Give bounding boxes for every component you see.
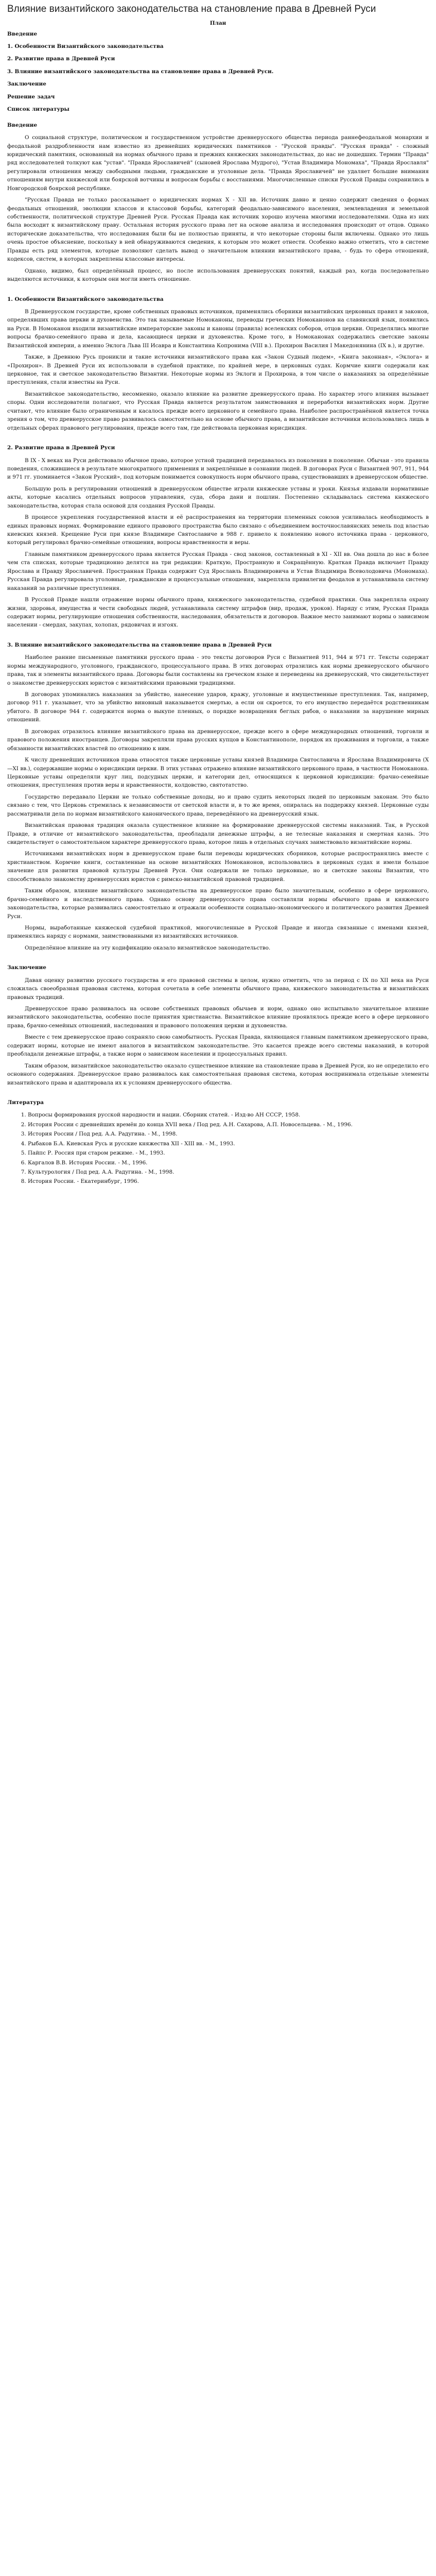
section-heading: 1. Особенности Византийского законодательства xyxy=(7,296,164,302)
section-heading: Литература xyxy=(7,1099,44,1106)
literature-item: 4. Рыбаков Б.А. Киевская Русь и русские княжества XII - XIII вв. - М., 1993. xyxy=(28,1140,429,1148)
paragraph: Византийская правовая традиция оказала существенное влияние на формирование древнерусской системы наказаний. Так, в Русской Правде, в отличие от византийского законодательства, преобладали денежные штрафы, а не телесные наказания и смертная казнь. Это свидетельствует о самостоятельном характере древнерусского права, которое лишь в отдельных случаях заимствовало византийские нормы. xyxy=(7,822,429,846)
paragraph: Византийское законодательство, несомненно, оказало влияние на развитие древнерусского права. Но характер этого влияния вызывает споры. Одни исследователи полагают, что Русская Правда является результатом заимствования и переработки византийских норм. Другие считают, что влияние было ограниченным и касалось прежде всего церковного и семейного права. Наиболее распространённой является точка зрения о том, что древнерусское право развивалось самостоятельно на основе обычного права, а византийские источники использовались лишь в отдельных сферах правового регулирования, прежде всего там, где действовала церковная юрисдикция. xyxy=(7,391,429,431)
paragraph: В договорах упоминались наказания за убийство, нанесение ударов, кражу, уголовные и имущественные преступления. Так, например, договор 911 г. указывает, что за убийство виновный наказывается смертью, а если он скроется, то его имущество передаётся родственникам убитого. В договоре 944 г. содержится норма о выкупе пленных, о порядке возвращения беглых рабов, о наказании за нарушение мирных отношений. xyxy=(7,691,429,723)
literature-item: 6. Каргалов В.В. История России. - М., 1996. xyxy=(28,1159,429,1167)
literature-item: 1. Вопросы формирования русской народности и нации. Сборник статей. - Изд-во АН СССР, 1958. xyxy=(28,1111,429,1119)
paragraph: Древнерусское право развивалось на основе собственных правовых обычаев и норм, однако оно испытывало значительное влияние византийского законодательства, особенно после принятия христианства. Византийское влияние проявлялось прежде всего в сфере церковного права, брачно-семейных отношений, наследования и правового положения церкви и духовенства. xyxy=(7,1006,429,1029)
paragraph: Большую роль в регулировании отношений в древнерусском обществе играли княжеские уставы и уроки. Князья издавали нормативные акты, которые касались отдельных вопросов управления, суда, сбора дани и пошлин. Постепенно складывалась система княжеского законодательства, которая стала основой для создания Русской Правды. xyxy=(7,485,429,509)
paragraph: Источниками византийских норм в древнерусском праве были переводы юридических сборников, которые распространялись вместе с христианством. Кормчие книги, составленные на основе византийских Номоканонов, использовались в церковных судах и имели большое значение для развития правовой культуры Древней Руси. Они содержали не только церковные, но и светские законы Византии, что способствовало знакомству древнерусских юристов с римско-византийской правовой традицией. xyxy=(7,851,429,883)
section-heading: Заключение xyxy=(7,964,46,971)
paragraph: В договорах отразилось влияние византийского права на древнерусское, прежде всего в сфере международных отношений, торговли и правового положения иностранцев. Договоры закрепляли права русских купцов в Константинополе, порядок их проживания и торговли, а также обязанности византийских властей по отношению к ним. xyxy=(7,728,429,752)
literature-item: 2. История России с древнейших времён до конца XVII века / Под ред. А.Н. Сахарова, А.П. Новосельцева. - М., 1996. xyxy=(28,1121,429,1129)
section-introduction xyxy=(7,121,429,284)
section-section-2 xyxy=(7,444,429,630)
toc-item-literature: Список литературы xyxy=(7,106,69,113)
page-title: Влияние византийского законодательства на становление права в Древней Руси xyxy=(7,4,376,14)
paragraph: Государство передавало Церкви не только собственные доходы, но и право судить некоторых людей по церковным законам. Это было связано с тем, что Церковь стремилась к независимости от светской власти и, в то же время, опиралась на поддержку князей. Церковные суды рассматривали дела по нормам византийского канонического права, переведённого на древнерусский язык. xyxy=(7,793,429,817)
toc-item-tasks: Решение задач xyxy=(7,93,55,100)
document-page xyxy=(0,0,436,1197)
paragraph: Нормы, выработанные княжеской судебной практикой, многочисленные в Русской Правде и иногда связанные с именами князей, применялись наряду с нормами, заимствованными из византийских источников. xyxy=(7,924,429,940)
paragraph: Также, в Древнюю Русь проникли и такие источники византийского права как «Закон Судный людем», «Книга законная», «Эклога» и «Прохирон». В Древней Руси их использовали в судебной практике, по крайней мере, в церковных судах. Кормчие книги содержали как церковное, так и светское законодательство Византии. Некоторые нормы из Эклоги и Прохирона, в том числе о наказаниях за определённые преступления, стали известны на Руси. xyxy=(7,354,429,386)
literature-item: 8. История России. - Екатеринбург, 1996. xyxy=(28,1177,429,1185)
toc-item-section-2: 2. Развитие права в Древней Руси xyxy=(7,56,115,62)
toc-item-introduction: Введение xyxy=(7,30,38,37)
plan-heading: План xyxy=(210,20,226,27)
paragraph: К числу древнейших источников права относятся также церковные уставы князей Владимира Святославича и Ярослава Владимировича (X—XI вв.), содержавшие нормы о юрисдикции церкви. В этих уставах отражено влияние византийского церковного права, в частности Номоканона. Церковные уставы определяли круг лиц, подсудных церкви, и категории дел, относящихся к церковной юрисдикции: брачно-семейные отношения, преступления против веры и нравственности, колдовство, святотатство. xyxy=(7,757,429,789)
paragraph: Наиболее ранние письменные памятники русского права - это тексты договоров Руси с Византией 911, 944 и 971 гг. Тексты содержат нормы международного, уголовного, гражданского, процессуального права. В этих договорах отразились как нормы древнерусского обычного права, так и элементы византийского права. Договоры были составлены на греческом языке и переведены на древнерусский, что свидетельствует о знакомстве древнерусских юристов с византийскими правовыми традициями. xyxy=(7,654,429,686)
section-section-3 xyxy=(7,641,429,952)
paragraph: Определённое влияние на эту кодификацию оказало византийское законодательство. xyxy=(25,944,271,951)
literature-item: 7. Культурология / Под ред. А.А. Радугина. - М., 1998. xyxy=(28,1168,429,1176)
toc-item-conclusion: Заключение xyxy=(7,81,46,88)
section-section-1 xyxy=(7,295,429,433)
literature-item: 3. История России / Под ред. А.А. Радугина. - М., 1998. xyxy=(28,1130,429,1138)
paragraph: О социальной структуре, политическом и государственном устройстве древнерусского общества периода раннефеодальной монархии и феодальной раздробленности нам известно из древнейших юридических памятников - "Русской правды". "Русская правда" - сложный юридический памятник, основанный на нормах обычного права и прежних княжеских законодательствах, до нас не дошедших. Термин "Правда" ряд исследователей толкуют как "устав". "Правда Ярославичей" (сыновей Ярослава Мудрого), "Устав Владимира Мономаха", "Правда Ярославля" регулировали отношения между свободными людьми, гражданские и уголовные дела. "Правда Ярославичей" не удаляет большие внимания отношениям внутри княжеской или боярской вотчины и вопросам борьбы с восстаниями. Многочисленные списки Русской Правды сохранились в Новгородской боярской республике. xyxy=(7,134,429,192)
paragraph: Таким образом, влияние византийского законодательства на древнерусское право было значительным, особенно в сфере церковного, брачно-семейного и наследственного права. Однако основу древнерусского права составляли нормы обычного права и княжеского законодательства, которые развивались самостоятельно и отражали особенности социально-экономического и политического развития Древней Руси. xyxy=(7,888,429,920)
paragraph: Вместе с тем древнерусское право сохраняло свою самобытность. Русская Правда, являющаяся главным памятником древнерусского права, содержит нормы, которые не имеют аналогов в византийском законодательстве. Это касается прежде всего системы наказаний, в которой преобладали денежные штрафы, а также норм о зависимом населении и процессуальных правил. xyxy=(7,1034,429,1058)
section-heading: Введение xyxy=(7,122,38,128)
paragraph: В Русской Правде нашли отражение нормы обычного права, княжеского законодательства, судебной практики. Она закрепляла охрану жизни, здоровья, имущества и чести свободных людей, устанавливала систему штрафов (вир, продаж, уроков). Наряду с этим, Русская Правда содержит нормы, регулирующие отношения собственности, наследования, обязательств и договоров. Важное место занимают нормы о зависимом населении - смердах, закупах, холопах, рядовичах и изгоях. xyxy=(7,597,429,629)
paragraph: Главным памятником древнерусского права является Русская Правда - свод законов, составленный в XI - XII вв. Она дошла до нас в более чем ста списках, которые традиционно делятся на три редакции: Краткую, Пространную и Сокращённую. Краткая Правда включает Правду Ярослава и Правду Ярославичей. Пространная Правда содержит Суд Ярославль Владимировича и Устав Владимира Всеволодовича (Мономаха). Русская Правда регулировала уголовные, гражданские и процессуальные отношения, закрепляла привилегии феодалов и устанавливала систему наказаний за различные преступления. xyxy=(7,551,429,591)
literature-item: 5. Пайпс Р. Россия при старом режиме. - М., 1993. xyxy=(28,1149,429,1157)
document-body xyxy=(7,121,429,1186)
section-heading: 2. Развитие права в Древней Руси xyxy=(7,445,115,451)
section-heading: 3. Влияние византийского законодательства на становление права в Древней Руси xyxy=(7,641,272,648)
paragraph: Давая оценку развитию русского государства и его правовой системы в целом, нужно отметить, что за период с IX по XII века на Руси сложилась своеобразная правовая система, которая сочетала в себе элементы обычного права, княжеского законодательства и византийских правовых традиций. xyxy=(7,977,429,1001)
section-conclusion xyxy=(7,963,429,1087)
toc-item-section-3: 3. Влияние византийского законодательства на становление права в Древней Руси. xyxy=(7,68,274,75)
paragraph: Однако, видимо, был определённый процесс, но после использования древнерусских понятий, каждый раз, когда последовательно выделяются источники, к которым они могли иметь отношение. xyxy=(7,267,429,283)
paragraph: "Русская Правда не только рассказывает о юридических нормах X - XII вв. Источник давно и ценно содержит сведения о формах феодальных отношений, эволюции классов и классовой борьбы, категорий феодально-зависимого населения, землевладения и земельной собственности, политической структуре Древней Руси. Русская Правда как источник хорошо изучена многими исследователями. Одна из них была восходит к византийскому праву. Остальная история русского права лет на основе анализа и исследования происходит от отцов. Однако исторические доказательства, что исследования были бы не полностью приняты, и что некоторые стороны были включены. Однако это лишь очень простое объяснение, поскольку в ней обнаруживаются сведения, к которым это может отнести. Особенно важно отметить, что в системе Правды есть ряд элементов, которые позволяют сделать вывод о значительном влиянии византийского права, - будь то сфера отношений, кодексов, систем, в которых закреплены классовые интересы. xyxy=(7,197,429,263)
paragraph: Таким образом, византийское законодательство оказало существенное влияние на становление права в Древней Руси, но не определило его основного содержания. Древнерусское право развивалось как самостоятельная правовая система, которая воспринимала отдельные элементы византийского права и адаптировала их к условиям древнерусского общества. xyxy=(7,1062,429,1086)
literature-list xyxy=(7,1111,429,1186)
table-of-contents xyxy=(7,30,429,114)
section-literature xyxy=(7,1098,429,1186)
paragraph: В процессе укрепления государственной власти и её распространения на территории племенных союзов усиливалась необходимость в единых правовых нормах. Формирование единого правового пространства было связано с объединением восточнославянских земель под властью киевских князей. Крещение Руси при князе Владимире Святославиче в 988 г. привело к появлению нового источника права - церковного, который регулировал брачно-семейные отношения, вопросы нравственности и веры. xyxy=(7,514,429,546)
paragraph: В Древнерусском государстве, кроме собственных правовых источников, применялись сборники византийских церковных правил и законов, определявших права церкви и духовенства. Это так называемые Номоканоны, переводы греческих Номоканонов на славянский язык, появились на Руси. В Номоканон входили византийские императорские законы и каноны (правила) вселенских соборов, отцов церкви. Определялись многие вопросы брачно-семейного права и дела, касающиеся церкви и духовенства. Кроме того, в Номоканонах содержались светские законы Византийской империи, а именно Эклога Льва III Исавра и Константина Копронима (VIII в.). Прохирон Василия I Македонянина (IX в.), и другие. xyxy=(7,308,429,349)
paragraph: В IX - X веках на Руси действовало обычное право, которое устной традицией передавалось из поколения в поколение. Обычаи - это правила поведения, сложившиеся в результате многократного применения и закреплённые в сознании людей. В договорах Руси с Византией 907, 911, 944 и 971 гг. упоминается «Закон Русский», под которым понимается совокупность норм обычного права, существовавших в древнерусском обществе. xyxy=(7,457,429,481)
toc-item-section-1: 1. Особенности Византийского законодательства xyxy=(7,43,164,50)
